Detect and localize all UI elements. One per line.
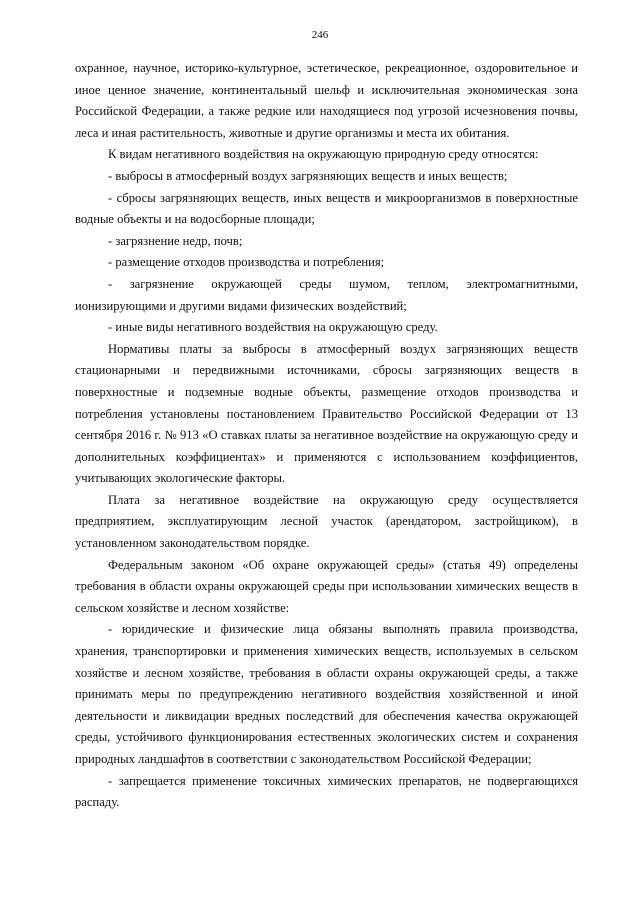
paragraph-continuation: охранное, научное, историко-культурное, эстетическое, рекреационное, оздоровительное и иное ценное значение, континентальный шельф и исключительная экономическая зона Российской Федерации, а также редкие или находящиеся под угрозой исчезновения почвы, леса и иная растительность, животные и другие организмы и места их обитания. (75, 61, 578, 140)
list-item-chemical-handling: - юридические и физические лица обязаны выполнять правила производства, хранения, транспортировки и применения химических веществ, используемых в сельском хозяйстве и лесном хозяйстве, требования в области охраны окружающей среды, а также принимать меры по предупреждению негативного воздействия хозяйственной и иной деятельности и ликвидации вредных последствий для обеспечения качества окружающей среды, устойчивого функционирования естественных экологических систем и сохранения природных ландшафтов в соответствии с законодательством Российской Федерации; (75, 622, 578, 766)
list-item-other-impacts: - иные виды негативного воздействия на окружающую среду. (108, 320, 438, 335)
paragraph-federal-law: Федеральным законом «Об охране окружающей среды» (статья 49) определены требования в области охраны окружающей среды при использовании химических веществ в сельском хозяйстве и лесном хозяйстве: (75, 557, 578, 615)
list-item-water-discharges: - сбросы загрязняющих веществ, иных веществ и микроорганизмов в поверхностные водные объекты и на водосборные площади; (75, 190, 578, 227)
paragraph-fee-payer: Плата за негативное воздействие на окружающую среду осуществляется предприятием, эксплуатирующим лесной участок (арендатором, застройщиком), в установленном законодательством порядке. (75, 492, 578, 551)
body-text (75, 58, 578, 814)
list-item-toxic-ban: - запрещается применение токсичных химических препаратов, не подвергающихся распаду. (75, 773, 578, 810)
list-item-soil-pollution: - загрязнение недр, почв; (108, 233, 243, 248)
paragraph-fee-standards: Нормативы платы за выбросы в атмосферный воздух загрязняющих веществ стационарными и передвижными источниками, сбросы загрязняющих веществ в поверхностные и подземные водные объекты, размещение отходов производства и потребления установлены постановлением Правительство Российской Федерации от 13 сентября 2016 г. № 913 «О ставках платы за негативное воздействие на окружающую среду и дополнительных коэффициентах» и применяются с использованием коэффициентов, учитывающих экологические факторы. (75, 341, 578, 486)
page-number: 246 (311, 29, 329, 41)
list-item-air-emissions: - выбросы в атмосферный воздух загрязняющих веществ и иных веществ; (108, 168, 508, 183)
paragraph-impact-types-intro: К видам негативного воздействия на окружающую природную среду относятся: (108, 147, 539, 162)
list-item-physical-impacts: - загрязнение окружающей среды шумом, теплом, электромагнитными, ионизирующими и другими видами физических воздействий; (75, 276, 578, 313)
list-item-waste-disposal: - размещение отходов производства и потребления; (108, 255, 385, 270)
